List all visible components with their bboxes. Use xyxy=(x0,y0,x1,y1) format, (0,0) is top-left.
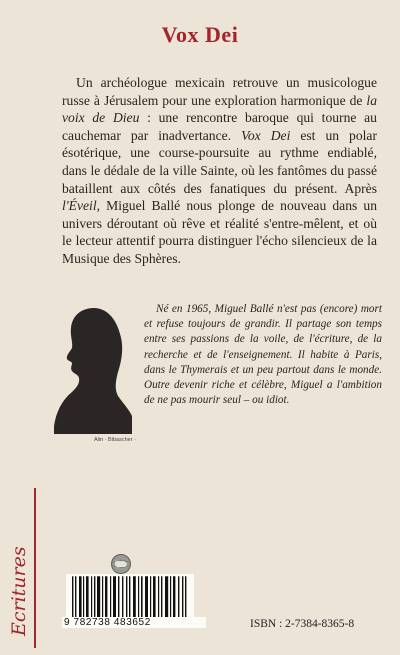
blurb-text-4: , Miguel Ballé nous plonge de nouveau dans un univers déroutant où rêve et réalité s'entre-mêlent, et où le lecteur attentif pourra distinguer l'écho silencieux de la Musique des Sphères. xyxy=(62,198,377,266)
portrait-caption: Alin · Bibascher · xyxy=(94,437,136,443)
blurb-italic-3: l'Éveil xyxy=(62,198,97,214)
author-silhouette-portrait xyxy=(48,304,136,434)
book-title: Vox Dei xyxy=(161,22,239,47)
blurb-text-3: est un polar ésotérique, une course-poursuite au rythme endiablé, dans le dédale de la ville Sainte, où les fantômes du passé bataillent aux côtés des fanatiques du présent. Après xyxy=(62,127,377,196)
globe-icon xyxy=(110,553,132,575)
barcode-digits: 9 782738 483652 xyxy=(62,617,206,628)
blurb-text-2: : une rencontre baroque qui tourne au cauchemar par inadvertance. xyxy=(62,110,377,143)
author-bio: Né en 1965, Miguel Ballé n'est pas (encore) mort et refuse toujours de grandir. Il partage son temps entre ses passions de la voile, de l'écriture, de la recherche et de l'enseignement. Il habite à Paris, dans le Thymerais et un peu partout dans le monde. Outre devenir riche et célèbre, Miguel a l'ambition de ne pas mourir seul – ou idiot. xyxy=(144,303,382,407)
blurb-italic-2: Vox Dei xyxy=(241,127,291,143)
blurb-italic-1: la voix de Dieu xyxy=(62,92,377,126)
isbn-number: ISBN : 2-7384-8365-8 xyxy=(250,618,355,630)
publisher-vertical-rule xyxy=(34,488,36,648)
blurb-text-1: Un archéologue mexicain retrouve un musicologue russe à Jérusalem pour une exploration harmonique de xyxy=(62,75,377,108)
back-cover-blurb xyxy=(62,74,377,268)
publisher-imprint-logo: Ecritures xyxy=(8,546,30,636)
